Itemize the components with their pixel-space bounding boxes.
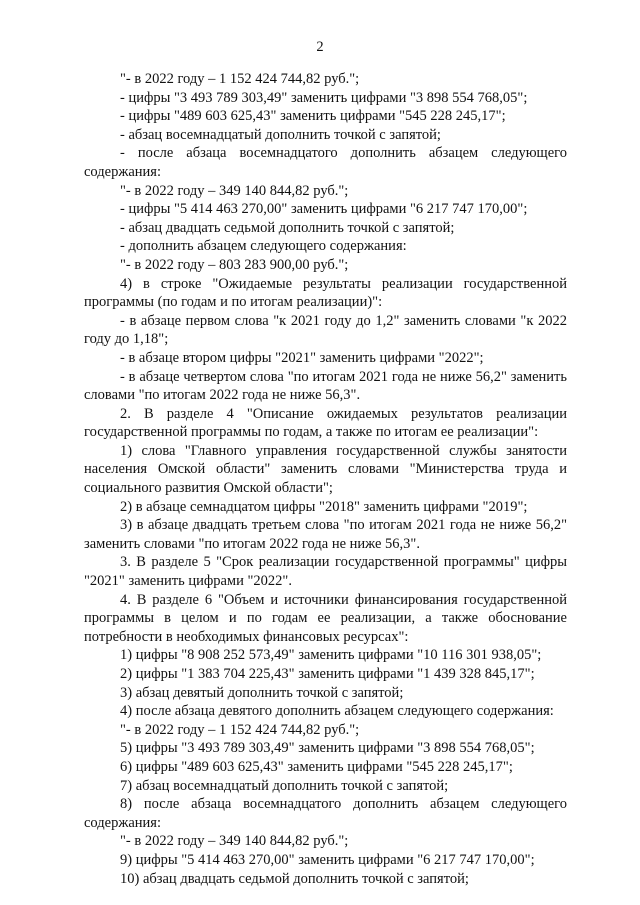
paragraph: - в абзаце втором цифры "2021" заменить цифрами "2022";: [120, 349, 484, 366]
paragraph: 1) цифры "8 908 252 573,49" заменить цифрами "10 116 301 938,05";: [120, 647, 542, 664]
paragraph: - после абзаца восемнадцатого дополнить абзацем следующего содержания:: [84, 145, 567, 180]
paragraph: 2) цифры "1 383 704 225,43" заменить цифрами "1 439 328 845,17";: [120, 666, 535, 682]
paragraph: "- в 2022 году – 349 140 844,82 руб.";: [120, 182, 349, 199]
paragraph: - в абзаце первом слова "к 2021 году до 1,2" заменить словами "к 2022 году до 1,18";: [84, 312, 567, 348]
paragraph: - абзац восемнадцатый дополнить точкой с запятой;: [120, 126, 441, 143]
document-body: [84, 70, 567, 888]
paragraph: 5) цифры "3 493 789 303,49" заменить цифрами "3 898 554 768,05";: [120, 740, 535, 757]
paragraph: - в абзаце четвертом слова "по итогам 2021 года не ниже 56,2" заменить словами "по итогам 2022 года не ниже 56,3".: [84, 368, 567, 404]
paragraph: 3) абзац девятый дополнить точкой с запятой;: [120, 684, 404, 701]
paragraph: 3. В разделе 5 "Срок реализации государственной программы" цифры "2021" заменить цифрами "2022".: [84, 554, 567, 590]
paragraph: "- в 2022 году – 803 283 900,00 руб.";: [120, 256, 349, 273]
paragraph: 1) слова "Главного управления государственной службы занятости населения Омской области" заменить словами "Министерства труда и социального развития Омской области";: [84, 442, 567, 497]
paragraph: 8) после абзаца восемнадцатого дополнить абзацем следующего содержания:: [84, 796, 567, 831]
paragraph: 4) в строке "Ожидаемые результаты реализации государственной программы (по годам и по итогам реализации)":: [84, 275, 567, 311]
paragraph: 10) абзац двадцать седьмой дополнить точкой с запятой;: [120, 870, 469, 887]
paragraph: 4. В разделе 6 "Объем и источники финансирования государственной программы в целом и по годам ее реализации, а также обоснование потребности в необходимых финансовых ресурсах":: [84, 591, 567, 645]
paragraph: 2) в абзаце семнадцатом цифры "2018" заменить цифрами "2019";: [120, 498, 528, 515]
paragraph: 7) абзац восемнадцатый дополнить точкой с запятой;: [120, 777, 449, 794]
paragraph: 9) цифры "5 414 463 270,00" заменить цифрами "6 217 747 170,00";: [120, 851, 535, 868]
paragraph: - абзац двадцать седьмой дополнить точкой с запятой;: [120, 219, 455, 236]
paragraph: 4) после абзаца девятого дополнить абзацем следующего содержания:: [120, 703, 554, 720]
paragraph: "- в 2022 году – 1 152 424 744,82 руб.";: [120, 721, 360, 738]
page-number: 2: [316, 39, 324, 55]
paragraph: - цифры "489 603 625,43" заменить цифрами "545 228 245,17";: [120, 108, 506, 125]
paragraph: "- в 2022 году – 1 152 424 744,82 руб.";: [120, 71, 360, 87]
paragraph: 3) в абзаце двадцать третьем слова "по итогам 2021 года не ниже 56,2" заменить словами "по итогам 2022 года не ниже 56,3".: [84, 517, 567, 552]
paragraph: - цифры "3 493 789 303,49" заменить цифрами "3 898 554 768,05";: [120, 89, 528, 106]
paragraph: "- в 2022 году – 349 140 844,82 руб.";: [120, 833, 349, 850]
paragraph: - дополнить абзацем следующего содержания:: [120, 238, 407, 255]
paragraph: - цифры "5 414 463 270,00" заменить цифрами "6 217 747 170,00";: [120, 201, 528, 218]
paragraph: 6) цифры "489 603 625,43" заменить цифрами "545 228 245,17";: [120, 758, 513, 775]
paragraph: 2. В разделе 4 "Описание ожидаемых результатов реализации государственной программы по годам, а также по итогам ее реализации":: [84, 405, 567, 441]
